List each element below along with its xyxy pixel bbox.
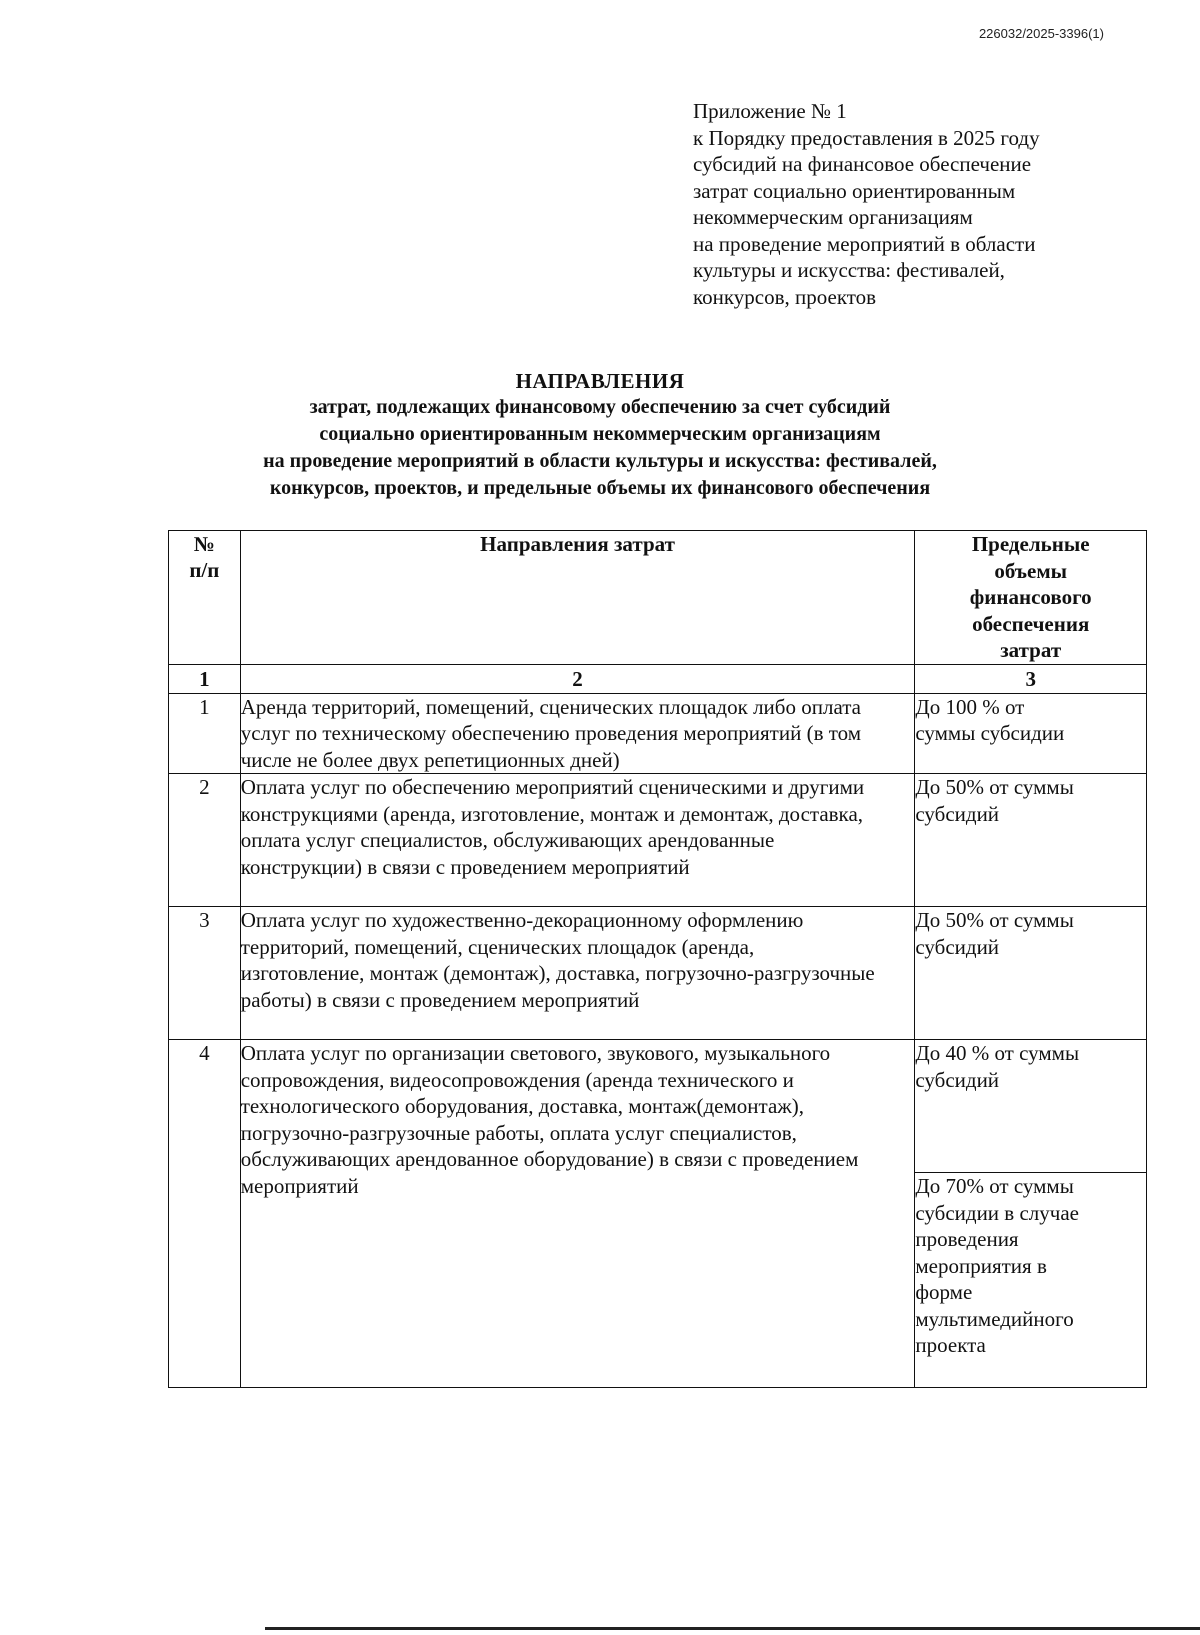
row-number: 3	[169, 907, 241, 1040]
header-limit	[915, 531, 1147, 665]
cost-directions-table	[168, 530, 1147, 1388]
row-description	[240, 774, 915, 907]
document-subtitle-line: социально ориентированным некоммерческим организациям	[319, 423, 881, 445]
appendix-line: на проведение мероприятий в области	[693, 231, 1036, 256]
row-limit-alternative-text: До 70% от суммы субсидии в случае проведения мероприятия в форме мультимедийного проекта	[915, 1174, 1079, 1357]
row-description: Аренда территорий, помещений, сценических площадок либо оплата услуг по техническому обеспечению проведения мероприятий (в том числе не более двух репетиционных дней)	[240, 693, 915, 774]
row-limit-text: До 50% от суммы субсидий	[915, 908, 1074, 959]
header-limit-text: Предельные объемы финансового обеспечения затрат	[969, 532, 1092, 662]
row-limit-text: До 100 % от суммы субсидии	[915, 694, 1065, 745]
row-description: Оплата услуг по организации светового, звукового, музыкального сопровождения, видеосопровождения (аренда технического и технологического оборудования, доставка, монтаж(демонтаж), погрузочно-разгрузочные работы, оплата услуг специалистов, обслуживающих арендованное оборудование) в связи с проведением мероприятий	[240, 1040, 915, 1388]
row-description-text: Оплата услуг по художественно-декорационному оформлению территорий, помещений, сценических площадок (аренда, изготовление, монтаж (демонтаж), доставка, погрузочно-разгрузочные работы) в связи с проведением мероприятий	[240, 908, 875, 1012]
column-number-row	[169, 664, 1147, 693]
appendix-line: культуры и искусства: фестивалей,	[693, 258, 1005, 282]
document-subtitle-line: конкурсов, проектов, и предельные объемы их финансового обеспечения	[269, 477, 931, 499]
row-number: 2	[169, 774, 241, 907]
document-title: НАПРАВЛЕНИЯ	[515, 369, 685, 393]
appendix-line: некоммерческим организациям	[693, 205, 973, 229]
appendix-line: субсидий на финансовое обеспечение	[693, 152, 1032, 176]
document-number: 226032/2025-3396(1)	[978, 26, 1104, 41]
row-limit	[915, 693, 1147, 774]
table-row	[169, 774, 1147, 907]
table-row	[169, 907, 1147, 1040]
row-limit	[915, 774, 1147, 907]
document-subtitle-line: затрат, подлежащих финансовому обеспечению за счет субсидий	[309, 396, 891, 418]
appendix-line: затрат социально ориентированным	[693, 178, 1016, 203]
appendix-line: конкурсов, проектов	[693, 284, 877, 309]
table-row	[169, 693, 1147, 774]
row-limit-text: До 50% от суммы субсидий	[915, 775, 1074, 826]
row-description-text: Оплата услуг по обеспечению мероприятий сценическими и другими конструкциями (аренда, изготовление, монтаж и демонтаж, доставка, оплата услуг специалистов, обслуживающих арендованные конструкции) в связи с проведением мероприятий	[240, 775, 865, 879]
header-number-text: № п/п	[189, 532, 220, 582]
row-limit	[915, 907, 1147, 1040]
document-subtitle-line: на проведение мероприятий в области культуры и искусства: фестивалей,	[263, 450, 937, 472]
row-limit-text: До 40 % от суммы субсидий	[915, 1041, 1080, 1092]
header-number	[169, 531, 241, 665]
appendix-reference	[693, 98, 1163, 310]
column-number: 3	[915, 664, 1147, 693]
row-number: 1	[169, 693, 241, 774]
appendix-line: к Порядку предоставления в 2025 году	[693, 125, 1040, 150]
header-direction: Направления затрат	[240, 531, 915, 665]
appendix-line: Приложение № 1	[693, 99, 847, 123]
scan-bottom-edge	[265, 1627, 1200, 1630]
table-header-row	[169, 531, 1147, 665]
row-description	[240, 907, 915, 1040]
table-row	[169, 1040, 1147, 1173]
row-limit	[915, 1040, 1147, 1173]
document-heading	[0, 368, 1200, 502]
row-limit-alternative	[915, 1173, 1147, 1388]
column-number: 2	[240, 664, 915, 693]
row-number: 4	[169, 1040, 241, 1388]
column-number: 1	[169, 664, 241, 693]
